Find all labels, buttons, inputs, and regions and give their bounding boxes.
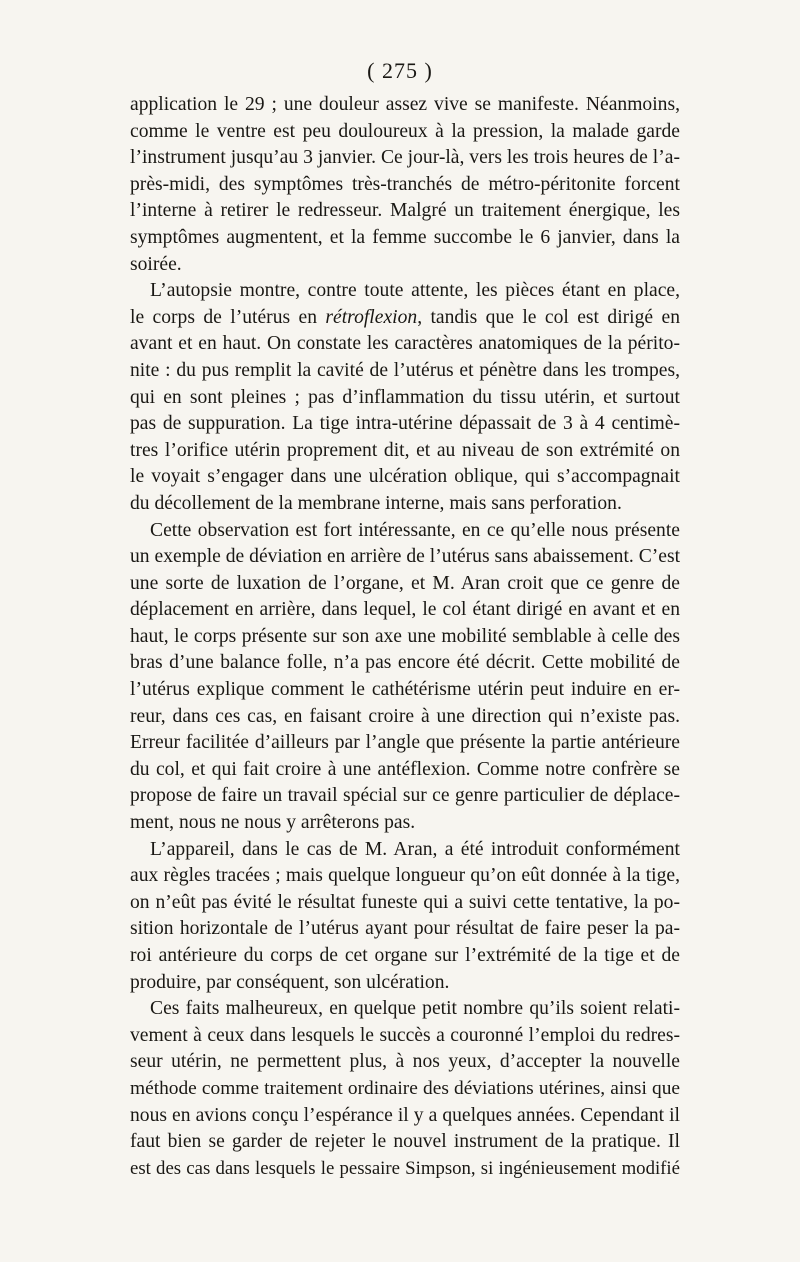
text-line: aux règles tracées ; mais quelque longueur qu’on eût donnée à la tige, — [130, 865, 680, 887]
text-line: l’utérus explique comment le cathétérisme utérin peut induire en er- — [130, 679, 680, 701]
text-line: nous en avions conçu l’espérance il y a quelques années. Cependant il — [130, 1104, 680, 1126]
text-line: faut bien se garder de rejeter le nouvel instrument de la pratique. Il — [130, 1131, 680, 1153]
text-line: vement à ceux dans lesquels le succès a couronné l’emploi du redres- — [130, 1024, 680, 1046]
text-line: méthode comme traitement ordinaire des déviations utérines, ainsi que — [130, 1077, 680, 1099]
text-line: ment, nous ne nous y arrêterons pas. — [130, 812, 416, 834]
text-line — [130, 305, 680, 332]
text-line: nite : du pus remplit la cavité de l’utérus et pénètre dans les trompes, — [130, 359, 680, 381]
text-line: application le 29 ; une douleur assez vive se manifeste. Néanmoins, — [130, 94, 680, 115]
text-line: du col, et qui fait croire à une antéflexion. Comme notre confrère se — [130, 758, 680, 780]
text-line: soirée. — [130, 253, 182, 275]
text-line: près-midi, des symptômes très-tranchés de métro-péritonite forcent — [130, 173, 680, 195]
text-line: haut, le corps présente sur son axe une mobilité semblable à celle des — [130, 625, 680, 647]
text-line: qui en sont pleines ; pas d’inflammation du tissu utérin, et surtout — [130, 386, 680, 408]
text-line: L’appareil, dans le cas de M. Aran, a été introduit conformément — [150, 838, 680, 860]
italic-term: rétroflexion — [325, 306, 418, 328]
text-line: est des cas dans lesquels le pessaire Simpson, si ingénieusement modifié — [130, 1157, 680, 1179]
text-segment: le corps de l’utérus en — [130, 306, 326, 328]
text-line: le voyait s’engager dans une ulcération oblique, qui s’accompagnait — [130, 466, 680, 488]
text-line: Ces faits malheureux, en quelque petit nombre qu’ils soient relati- — [150, 998, 680, 1020]
body-text — [130, 92, 680, 1182]
text-line: sition horizontale de l’utérus ayant pour résultat de faire peser la pa- — [130, 918, 680, 940]
text-line: pas de suppuration. La tige intra-utérine dépassait de 3 à 4 centimè- — [130, 413, 680, 435]
text-line: l’instrument jusqu’au 3 janvier. Ce jour-là, vers les trois heures de l’a- — [130, 147, 680, 169]
text-line: une sorte de luxation de l’organe, et M. Aran croit que ce genre de — [130, 572, 680, 594]
text-line: Erreur facilitée d’ailleurs par l’angle que présente la partie antérieure — [130, 732, 680, 754]
text-line: du décollement de la membrane interne, mais sans perforation. — [130, 492, 622, 514]
page-number: ( 275 ) — [367, 58, 433, 83]
text-line: avant et en haut. On constate les caractères anatomiques de la périto- — [130, 333, 680, 355]
text-line: L’autopsie montre, contre toute attente, les pièces étant en place, — [150, 280, 680, 302]
text-line: roi antérieure du corps de cet organe sur l’extrémité de la tige et de — [130, 945, 680, 966]
text-line: produire, par conséquent, son ulcération. — [130, 971, 450, 993]
text-line: bras d’une balance folle, n’a pas encore été décrit. Cette mobilité de — [130, 652, 680, 674]
text-line: tres l’orifice utérin proprement dit, et au niveau de son extrémité on — [130, 439, 680, 461]
text-line: un exemple de déviation en arrière de l’utérus sans abaissement. C’est — [130, 546, 681, 568]
text-line: Cette observation est fort intéressante, en ce qu’elle nous présente — [150, 519, 680, 541]
text-line: déplacement en arrière, dans lequel, le col étant dirigé en avant et en — [130, 599, 680, 621]
text-segment: , tandis que le col est dirigé en — [417, 306, 680, 328]
text-line: l’interne à retirer le redresseur. Malgré un traitement énergique, les — [130, 200, 680, 222]
text-line: reur, dans ces cas, en faisant croire à une direction qui n’existe pas. — [130, 705, 680, 727]
text-line: on n’eût pas évité le résultat funeste qui a suivi cette tentative, la po- — [130, 891, 680, 913]
text-line: comme le ventre est peu douloureux à la pression, la malade garde — [130, 120, 680, 142]
text-line: propose de faire un travail spécial sur ce genre particulier de déplace- — [130, 785, 680, 807]
text-line: seur utérin, ne permettent plus, à nos yeux, d’accepter la nouvelle — [130, 1051, 680, 1073]
text-line: symptômes augmentent, et la femme succombe le 6 janvier, dans la — [130, 226, 680, 248]
